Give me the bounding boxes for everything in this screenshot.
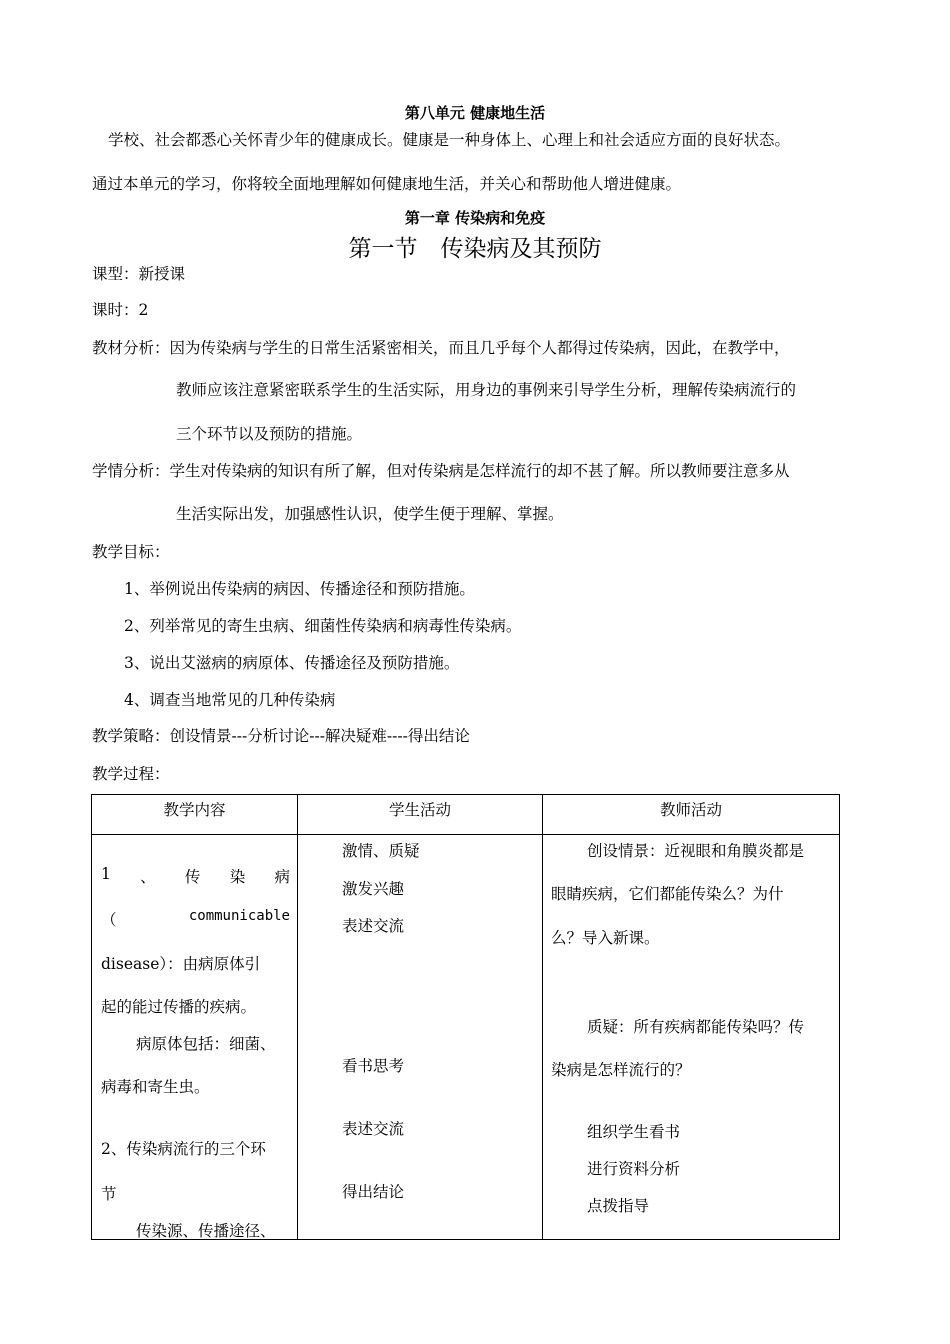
goals-heading: 教学目标： — [92, 543, 170, 561]
student-activity-cell — [298, 835, 543, 1240]
content-item-1-heading: 1 、 传 染 病 — [101, 865, 290, 886]
intro-paragraph-line-2: 通过本单元的学习，你将较全面地理解如何健康地生活，并关心和帮助他人增进健康。 — [92, 175, 682, 193]
header-teaching-content: 教学内容 — [92, 795, 298, 835]
lesson-type: 课型：新授课 — [92, 265, 186, 283]
header-teacher-activity: 教师活动 — [543, 795, 840, 835]
content-item-2-line-1: 2、传染病流行的三个环 — [101, 1140, 266, 1158]
table-header-row — [92, 795, 840, 835]
chapter-title: 第一章 传染病和免疫 — [404, 209, 546, 227]
content-item-1-line-3: disease）：由病原体引 — [101, 955, 261, 973]
student-activity-item: 表述交流 — [342, 1120, 405, 1138]
pathogen-line-2: 病毒和寄生虫。 — [101, 1078, 210, 1096]
teacher-activity-item: 组织学生看书 — [587, 1123, 681, 1141]
student-activity-item: 表述交流 — [342, 917, 405, 935]
content-item-1-english: （ communicable — [101, 908, 290, 929]
content-item-2-line-2: 节 — [101, 1185, 117, 1203]
table-row — [92, 835, 840, 1240]
goal-item: 2、列举常见的寄生虫病、细菌性传染病和病毒性传染病。 — [124, 617, 522, 635]
teacher-activity-item: 进行资料分析 — [587, 1160, 681, 1178]
student-analysis-line-1: 学情分析：学生对传染病的知识有所了解，但对传染病是怎样流行的却不甚了解。所以教师要注意多从 — [92, 462, 790, 480]
unit-title: 第八单元 健康地生活 — [404, 104, 546, 122]
teacher-scenario-line-1: 创设情景：近视眼和角膜炎都是 — [587, 842, 805, 860]
student-activity-item: 看书思考 — [342, 1057, 405, 1075]
teacher-activity-cell — [543, 835, 840, 1240]
student-activity-item: 得出结论 — [342, 1183, 405, 1201]
goal-item: 3、说出艾滋病的病原体、传播途径及预防措施。 — [124, 654, 460, 672]
teacher-scenario-line-2: 眼睛疾病，它们都能传染么？为什 — [551, 885, 784, 903]
lesson-hours: 课时：2 — [92, 301, 149, 319]
material-analysis-line-1: 教材分析：因为传染病与学生的日常生活紧密相关，而且几乎每个人都得过传染病，因此，在教学中， — [92, 339, 790, 357]
material-analysis-line-2: 教师应该注意紧密联系学生的生活实际，用身边的事例来引导学生分析，理解传染病流行的 — [176, 381, 797, 399]
process-heading: 教学过程： — [92, 765, 170, 783]
material-analysis-line-3: 三个环节以及预防的措施。 — [176, 425, 363, 443]
goal-item: 4、调查当地常见的几种传染病 — [124, 691, 336, 709]
teacher-activity-item: 点拨指导 — [587, 1197, 650, 1215]
student-analysis-line-2: 生活实际出发，加强感性认识，使学生便于理解、掌握。 — [176, 505, 564, 523]
teacher-question-line-1: 质疑：所有疾病都能传染吗？传 — [587, 1018, 805, 1036]
teaching-strategy: 教学策略：创设情景---分析讨论---解决疑难----得出结论 — [92, 727, 470, 745]
teacher-scenario-line-3: 么？导入新课。 — [551, 929, 660, 947]
section-title: 第一节 传染病及其预防 — [348, 236, 602, 262]
intro-paragraph-line-1: 学校、社会都悉心关怀青少年的健康成长。健康是一种身体上、心理上和社会适应方面的良好状态。 — [108, 131, 791, 149]
header-student-activity: 学生活动 — [298, 795, 543, 835]
goal-item: 1、举例说出传染病的病因、传播途径和预防措施。 — [124, 580, 475, 598]
content-item-2-line-3: 传染源、传播途径、 — [136, 1222, 276, 1240]
pathogen-line-1: 病原体包括：细菌、 — [136, 1035, 276, 1053]
content-item-1-line-4: 起的能过传播的疾病。 — [101, 998, 257, 1016]
teacher-question-line-2: 染病是怎样流行的？ — [551, 1061, 691, 1079]
lesson-process-table — [91, 794, 840, 1240]
student-activity-item: 激发兴趣 — [342, 880, 405, 898]
student-activity-item: 激情、质疑 — [342, 842, 420, 860]
teaching-content-cell — [92, 835, 298, 1240]
